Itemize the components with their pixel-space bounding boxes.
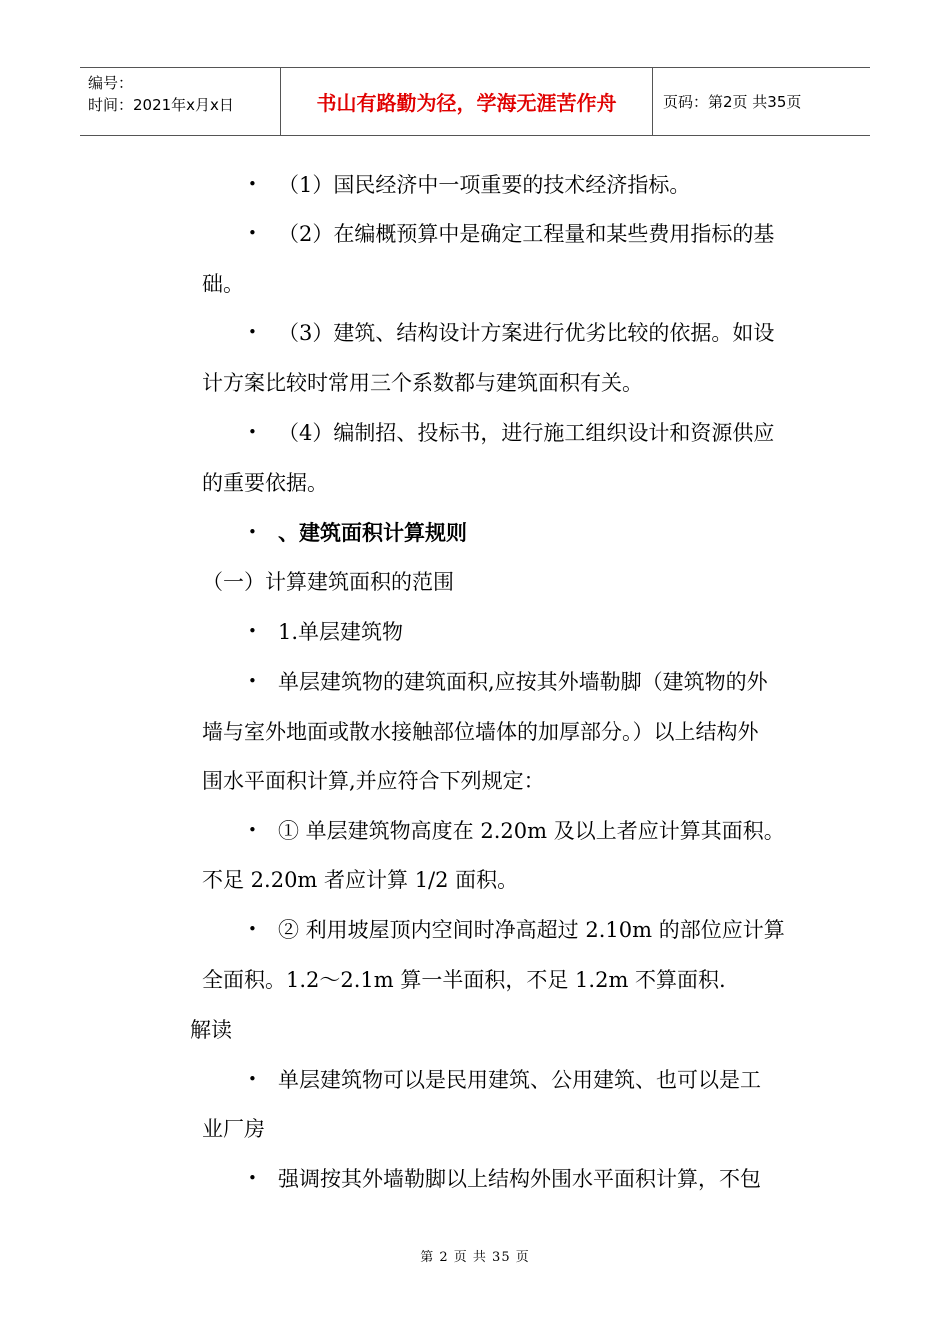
text-line: ② 利用坡屋顶内空间时净高超过 2.10m 的部位应计算 (278, 918, 785, 942)
bullet-icon: • (248, 423, 257, 441)
text-line: 单层建筑物可以是民用建筑、公用建筑、也可以是工 (278, 1068, 761, 1092)
bullet-icon: • (248, 622, 257, 640)
text-line: 础。 (202, 272, 244, 296)
time-label: 时间：2021年x月x日 (88, 96, 234, 114)
text-line: 计方案比较时常用三个系数都与建筑面积有关。 (202, 371, 643, 395)
page-header (80, 67, 870, 136)
text-line: 全面积。1.2～2.1m 算一半面积，不足 1.2m 不算面积. (202, 968, 726, 992)
header-motto: 书山有路勤为径，学海无涯苦作舟 (281, 68, 653, 135)
bullet-icon: • (248, 523, 257, 541)
text-line: 1.单层建筑物 (278, 620, 404, 644)
text-line: 墙与室外地面或散水接触部位墙体的加厚部分。）以上结构外 (202, 720, 759, 744)
subsection-heading: （一）计算建筑面积的范围 (202, 570, 454, 594)
number-label: 编号： (88, 74, 134, 92)
text-line: 的重要依据。 (202, 471, 328, 495)
bullet-icon: • (248, 672, 257, 690)
text-line: ① 单层建筑物高度在 2.20m 及以上者应计算其面积。 (278, 819, 785, 843)
text-line: （1）国民经济中一项重要的技术经济指标。 (278, 173, 691, 197)
header-meta (80, 68, 281, 135)
text-line: 单层建筑物的建筑面积,应按其外墙勒脚（建筑物的外 (278, 670, 768, 694)
text-line: 强调按其外墙勒脚以上结构外围水平面积计算，不包 (278, 1167, 761, 1191)
header-page-info: 页码：第2页 共35页 (663, 93, 802, 111)
bullet-icon: • (248, 224, 257, 242)
text-line: 围水平面积计算,并应符合下列规定： (202, 769, 545, 793)
text-line: 业厂房 (202, 1117, 265, 1141)
text-line: （2）在编概预算中是确定工程量和某些费用指标的基 (278, 222, 775, 246)
page-footer: 第 2 页 共 35 页 (420, 1250, 530, 1265)
bullet-icon: • (248, 920, 257, 938)
text-line: 不足 2.20m 者应计算 1/2 面积。 (202, 868, 519, 892)
bullet-icon: • (248, 175, 257, 193)
text-line: （4）编制招、投标书，进行施工组织设计和资源供应 (278, 421, 775, 445)
text-line: 解读 (190, 1018, 232, 1042)
bullet-icon: • (248, 821, 257, 839)
bullet-icon: • (248, 323, 257, 341)
section-heading: 、建筑面积计算规则 (278, 520, 467, 545)
text-line: （3）建筑、结构设计方案进行优劣比较的依据。如设 (278, 321, 775, 345)
bullet-icon: • (248, 1070, 257, 1088)
bullet-icon: • (248, 1169, 257, 1187)
